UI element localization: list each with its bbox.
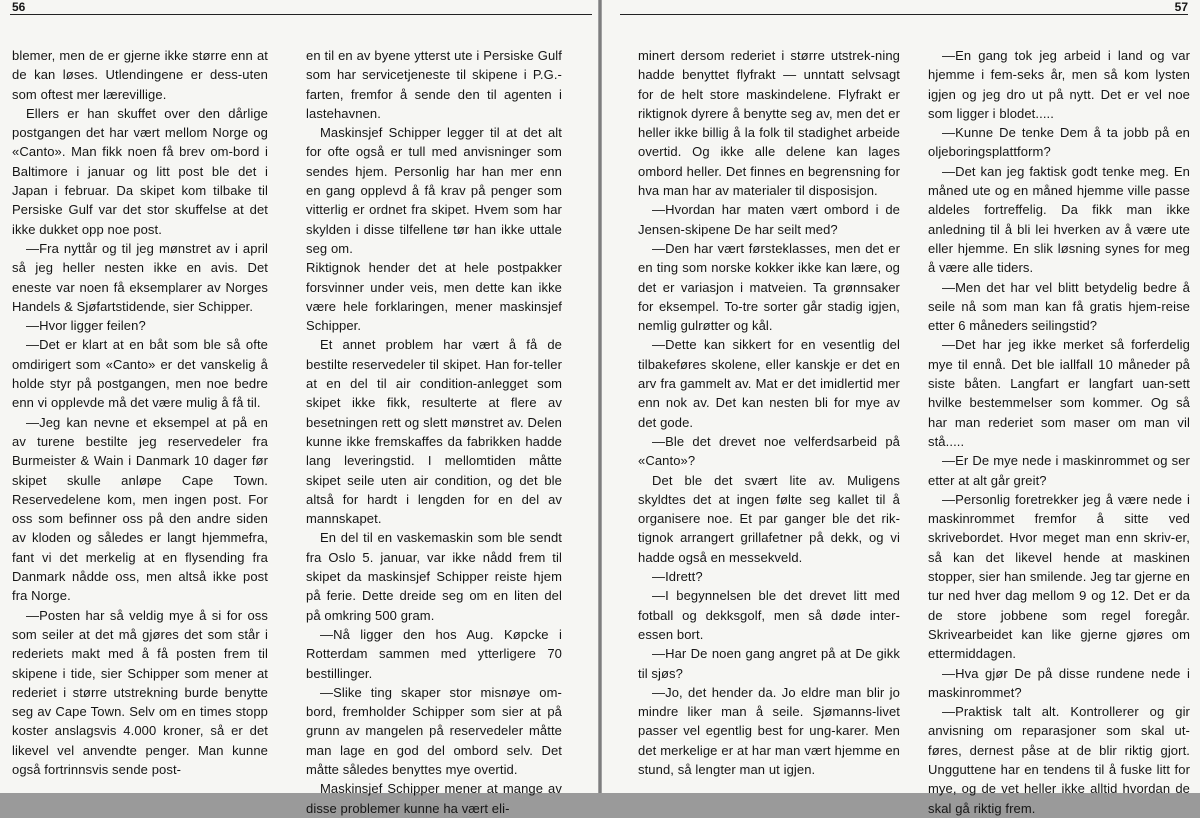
paragraph: —Har De noen gang angret på at De gikk til sjøs? <box>638 646 900 681</box>
paragraph: blemer, men de er gjerne ikke større enn at de kan løses. Utlendingene er dess-uten som oftest mer lærevillige. <box>12 48 268 102</box>
paragraph: —Det har jeg ikke merket så forferdelig mye til ennå. Det ble iallfall 10 måneder på siste båten. Langfart er langfart uan-sett hvilke bestemmelser som kommer. Og så har man rederiet som maser om man vil stå..... <box>928 337 1190 449</box>
right-page <box>602 0 1200 816</box>
paragraph: Det ble det svært lite av. Muligens skyldtes det at ingen følte seg kallet til å organisere noe. Et par ganger ble det rik-tignok arrangert grillafetner på dekk, og vi hadde også en messekveld. <box>638 472 900 565</box>
paragraph: Maskinsjef Schipper legger til at det alt for ofte også er tull med anvisninger som sendes hjem. Personlig har han mer enn en gang opplevd å få krav på penger som vitterlig er ordnet fra skipet. Hvem som har skylden i disse tilfellene tør han ikke uttale seg om. <box>306 125 562 256</box>
paragraph: En del til en vaskemaskin som ble sendt fra Oslo 5. januar, var ikke nådd frem til skipet da maskinsjef Schipper reiste hjem på ferie. Dette dreide seg om en liten del på omkring 500 gram. <box>306 530 562 623</box>
paragraph: —Det er klart at en båt som ble så ofte omdirigert som «Canto» er det vanskelig å holde styr på postgangen, men noe bedre enn vi opplevde må det være mulig å få til. <box>12 337 268 411</box>
paragraph: —Hvor ligger feilen? <box>26 318 146 334</box>
paragraph: —Idrett? <box>652 569 703 585</box>
header-rule <box>620 14 1188 15</box>
text-column-1 <box>12 46 268 779</box>
paragraph: Ellers er han skuffet over den dårlige postgangen det har vært mellom Norge og «Canto». Man fikk noen få brev om-bord i Baltimore i januar og litt post ble det i Japan i februar. Da skipet kom tilbake til Persiske Gulf var det stor skuffelse at det ikke dukket opp noe post. <box>12 105 268 237</box>
page-number: 57 <box>1174 0 1188 14</box>
paragraph: Et annet problem har vært å få de bestilte reservedeler til skipet. Han for-teller at en del til air condition-anlegget som skipet ikke fikk, resulterte at flere av besetningen rett og slett mønstret av. Delen kunne ikke fremskaffes da fabrikken hadde lang leveringstid. I mellomtiden måtte skipet seile uten air condition, og det ble altså for hardt i lengden for en del av mannskapet. <box>306 337 562 527</box>
paragraph: —Det kan jeg faktisk godt tenke meg. En måned ute og en måned hjemme ville passe aldeles fortreffelig. Da fikk man ikke anledning til å bli lei hverken av å være ute eller hjemme. En slik løsning synes for meg å være alle tiders. <box>928 163 1190 276</box>
paragraph: minert dersom rederiet i større utstrek-ning hadde benyttet flyfrakt — unntatt selvsagt for de helt store maskindelene. Flyfrakt er riktignok dyrere å benytte seg av, men det er heller ikke billig å la folk til stadighet arbeide overtid. Og ikke alle delene kan lages ombord heller. Det finnes en begrensning for hva man har av materialer til disposisjon. <box>638 48 900 199</box>
paragraph: —Personlig foretrekker jeg å være nede i maskinrommet fremfor å sitte ved skrivebordet. Hvor meget man enn skriv-er, så kan det likevel hende at maskinen stopper, sier han smilende. Jeg tar gjerne en tur ned hver dag mellom 9 og 12. Det er da de store jobbene som regel foregår. Skrivearbeidet kan like gjerne gjøres om ettermiddagen. <box>928 491 1190 662</box>
paragraph: en til en av byene ytterst ute i Persiske Gulf som har servicetjeneste til skipene i P.G.-farten, fremfor å sende den til agenten i lastehavnen. <box>306 48 562 121</box>
paragraph: —Ble det drevet noe velferdsarbeid på «Canto»? <box>638 433 900 469</box>
paragraph: —Jo, det hender da. Jo eldre man blir jo mindre liker man å seile. Sjømanns-livet passer vel egentlig best for ung-karer. Men det merkelige er at har man vært hjemme en stund, så lengter man ut igjen. <box>638 684 900 777</box>
paragraph: —Hvordan har maten vært ombord i de Jensen-skipene De har seilt med? <box>638 202 900 237</box>
paragraph: Maskinsjef Schipper mener at mange av disse problemer kunne ha vært eli- <box>306 781 562 816</box>
paragraph: —Dette kan sikkert for en vesentlig del tilbakeføres skolene, eller kanskje er det en arv fra gammelt av. Mat er det imidlertid mer enn nok av. Det kan nesten bli for mye av det gode. <box>638 337 900 430</box>
paragraph: —Praktisk talt alt. Kontrollerer og gir anvisning om reparasjoner som skal ut-føres, dernest påse at de blir riktig gjort. Ungguttene har en tendens til å fuske litt for mye, og de vet heller ikke alltid hvordan de skal gå riktig frem. <box>928 704 1190 816</box>
paragraph: —Fra nyttår og til jeg mønstret av i april så jeg heller nesten ikke en avis. Det eneste var noen få eksemplarer av Norges Handels & Sjøfartstidende, sier Schipper. <box>12 240 268 314</box>
paragraph: —Er De mye nede i maskinrommet og ser etter at alt går greit? <box>928 453 1190 488</box>
paragraph: —En gang tok jeg arbeid i land og var hjemme i fem-seks år, men så kom lysten igjen og jeg dro ut på nytt. Det er vel noe som ligger i blodet..... <box>928 48 1190 121</box>
paragraph: —Nå ligger den hos Aug. Køpcke i Rotterdam sammen med ytterligere 70 bestillinger. <box>306 626 562 681</box>
paragraph: —Slike ting skaper stor misnøye om-bord, fremholder Schipper som sier at på grunn av mangelen på reservedeler måtte man lage en god del ombord selv. Det måtte således benyttes mye overtid. <box>306 684 562 777</box>
paragraph: Riktignok hender det at hele postpakker forsvinner under veis, men dette kan ikke være hele forklaringen, mener maskinsjef Schipper. <box>306 260 562 334</box>
paragraph: —Men det har vel blitt betydelig bedre å seile nå som man kan få gratis hjem-reise etter 6 måneders seilingstid? <box>928 279 1190 334</box>
paragraph: —I begynnelsen ble det drevet litt med fotball og dekksgolf, men så døde inter-essen bort. <box>638 588 900 642</box>
paragraph: —Jeg kan nevne et eksempel at på en av turene bestilte jeg reservedeler fra Burmeister & Wain i Danmark 10 dager før skipet skulle anløpe Cape Town. Reservedelene kom, men ingen post. For oss som befinner oss på den andre siden av kloden og således er langt hjemmefra, fant vi det merkelig at en flysending fra Danmark nådde oss, men altså ikke post fra Norge. <box>12 414 268 604</box>
text-column-3 <box>638 46 900 779</box>
text-column-2 <box>306 46 562 818</box>
paragraph: —Den har vært førsteklasses, men det er en ting som norske kokker ikke kan lære, og det er variasjon i matveien. Ta grønnsaker for eksempel. To-tre sorter går stadig igjen, nemlig gulrøtter og kål. <box>638 240 900 334</box>
header-rule <box>10 14 592 15</box>
left-page <box>0 0 598 816</box>
paragraph: —Hva gjør De på disse rundene nede i maskinrommet? <box>928 665 1190 700</box>
page-number: 56 <box>12 0 26 14</box>
paragraph: —Kunne De tenke Dem å ta jobb på en oljeboringsplattform? <box>928 125 1190 160</box>
paragraph: —Posten har så veldig mye å si for oss som seiler at det må gjøres det som står i rederiets makt med å få posten frem til skipene i tide, sier Schipper som mener at rederiet i større utstrekning burde benytte seg av Cape Town. Selv om en times stopp koster anslagsvis 4.000 kroner, så er det likevel vel anvendte penger. Man kunne også fortrinnsvis sende post- <box>12 607 268 777</box>
text-column-4 <box>928 46 1190 818</box>
